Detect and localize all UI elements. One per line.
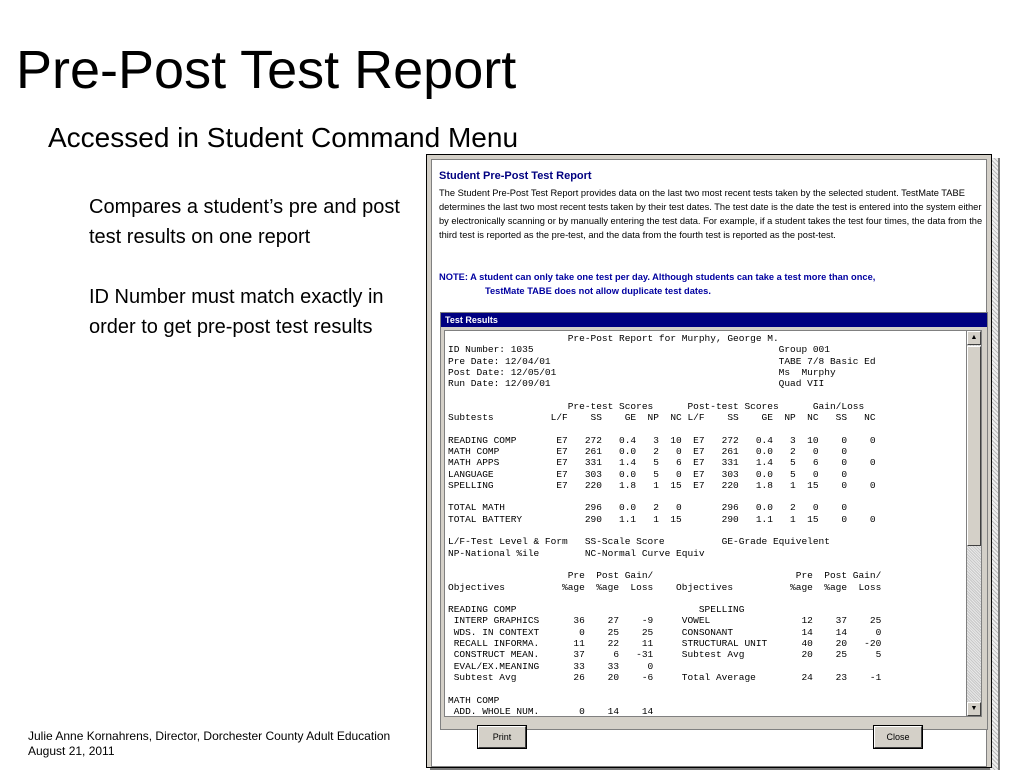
dialog-description: The Student Pre-Post Test Report provides data on the last two most recent tests taken by the selected student. TestMate TABE determines the last two most recent tests taken by their test dates. The test date is the date the test is entered into the system either by electronically scanning or by manually entering the test data. For example, if a student takes the test four times, the data from the third test is reported as the pre-test, and the data from the fourth test is reported as the post-test.	[439, 188, 983, 240]
legend-line-1: L/F-Test Level & Form SS-Scale Score GE-Grade Equivelent	[448, 536, 830, 548]
vertical-scrollbar[interactable]	[966, 330, 982, 717]
dialog-note	[439, 270, 985, 298]
note-line-1: NOTE: A student can only take one test per day. Although students can take a test more than once,	[439, 272, 876, 282]
close-button[interactable]: Close	[874, 726, 922, 748]
report-post-date: Post Date: 12/05/01 Ms Murphy	[448, 366, 836, 378]
scroll-down-arrow-icon[interactable]: ▼	[967, 702, 981, 716]
dialog-title: Student Pre-Post Test Report	[439, 170, 592, 182]
score-row: LANGUAGE E7 303 0.0 5 0 E7 303 0.0 5 0 0	[448, 468, 848, 480]
dialog-body	[431, 159, 987, 767]
score-row: MATH APPS E7 331 1.4 5 6 E7 331 1.4 5 6 0 0	[448, 457, 876, 469]
report-content	[445, 331, 966, 717]
report-heading: Pre-Post Report for Murphy, George M.	[567, 333, 779, 344]
objective-header-bottom: Objectives %age %age Loss Objectives %age %age Loss	[448, 581, 882, 593]
scroll-up-arrow-icon[interactable]: ▲	[967, 331, 981, 345]
pre-post-report-window	[426, 154, 992, 768]
test-results-title: Test Results	[441, 313, 987, 327]
scroll-thumb[interactable]	[967, 346, 981, 546]
objective-row: CONSTRUCT MEAN. 37 6 -31 Subtest Avg 20 25 5	[453, 649, 882, 661]
report-text-area[interactable]	[444, 330, 967, 717]
score-column-headers: Subtests L/F SS GE NP NC L/F SS GE NP NC SS NC	[448, 412, 876, 424]
slide-subtitle: Accessed in Student Command Menu	[48, 122, 519, 153]
test-results-panel	[440, 312, 988, 730]
math-section: MATH COMP	[448, 694, 500, 706]
footer-date: August 21, 2011	[28, 744, 115, 758]
objective-row: EVAL/EX.MEANING 33 33 0	[453, 660, 654, 672]
legend-line-2: NP-National %ile NC-Normal Curve Equiv	[448, 547, 705, 559]
footer-author: Julie Anne Kornahrens, Director, Dorchester County Adult Education	[28, 729, 391, 743]
slide-title: Pre-Post Test Report	[16, 40, 517, 100]
objective-row: RECALL INFORMA. 11 22 11 STRUCTURAL UNIT 40 20 -20	[453, 638, 882, 650]
score-row: SPELLING E7 220 1.8 1 15 E7 220 1.8 1 15 0 0	[448, 479, 876, 491]
total-row: TOTAL MATH 296 0.0 2 0 296 0.0 2 0 0	[448, 502, 848, 514]
note-line-2: TestMate TABE does not allow duplicate test dates.	[485, 286, 711, 296]
objective-row: INTERP GRAPHICS 36 27 -9 VOWEL 12 37 25	[453, 615, 882, 627]
bullet-item: Compares a student’s pre and post test results on one report	[89, 196, 400, 248]
objective-row: WDS. IN CONTEXT 0 25 25 CONSONANT 14 14 0	[453, 626, 882, 638]
bullet-item: ID Number must match exactly in order to get pre-post test results	[89, 286, 384, 338]
total-row: TOTAL BATTERY 290 1.1 1 15 290 1.1 1 15 0 0	[448, 513, 876, 525]
report-pre-date: Pre Date: 12/04/01 TABE 7/8 Basic Ed	[448, 355, 876, 367]
score-row: MATH COMP E7 261 0.0 2 0 E7 261 0.0 2 0 0	[448, 445, 848, 457]
objective-sections: READING COMP SPELLING	[448, 604, 745, 616]
objective-row: Subtest Avg 26 20 -6 Total Average 24 23 -1	[453, 671, 882, 683]
slide-footer	[28, 729, 390, 759]
bullet-list	[89, 192, 409, 372]
score-row: READING COMP E7 272 0.4 3 10 E7 272 0.4 3 10 0 0	[448, 434, 876, 446]
report-id-line: ID Number: 1035 Group 001	[448, 344, 830, 356]
print-button[interactable]: Print	[478, 726, 526, 748]
objective-header-top: Pre Post Gain/ Pre Post Gain/	[567, 570, 882, 582]
report-run-date: Run Date: 12/09/01 Quad VII	[448, 378, 825, 390]
math-objective-row: ADD. WHOLE NUM. 0 14 14	[453, 705, 654, 717]
score-group-headers: Pre-test Scores Post-test Scores Gain/Loss	[567, 400, 865, 412]
